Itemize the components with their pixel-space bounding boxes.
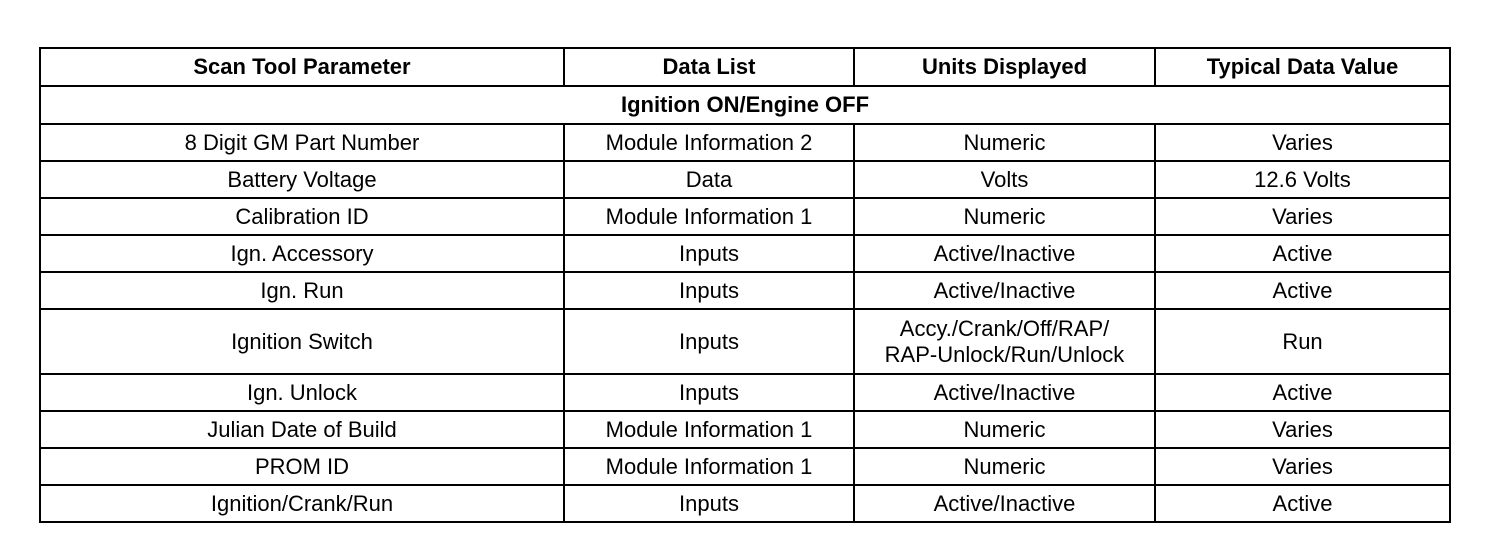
section-row: [40, 86, 1450, 124]
table-row: [40, 161, 1450, 198]
cell-typical-value: Varies: [1155, 124, 1450, 161]
cell-typical-value: Active: [1155, 272, 1450, 309]
table-row: [40, 411, 1450, 448]
cell-units: [854, 272, 1155, 309]
cell-units-line: Volts: [980, 166, 1029, 192]
cell-typical-value: 12.6 Volts: [1155, 161, 1450, 198]
cell-units-line: Numeric: [963, 203, 1046, 229]
cell-data-list: Module Information 2: [564, 124, 854, 161]
cell-typical-value: Varies: [1155, 448, 1450, 485]
cell-parameter: Ign. Accessory: [40, 235, 564, 272]
table-row: [40, 272, 1450, 309]
table-row: [40, 198, 1450, 235]
cell-units-line: Numeric: [963, 129, 1046, 155]
header-data-list: Data List: [564, 48, 854, 86]
header-row: [40, 48, 1450, 86]
cell-parameter: 8 Digit GM Part Number: [40, 124, 564, 161]
cell-data-list: Data: [564, 161, 854, 198]
cell-data-list: Module Information 1: [564, 198, 854, 235]
cell-typical-value: Active: [1155, 485, 1450, 522]
table-row: [40, 309, 1450, 374]
section-title: Ignition ON/Engine OFF: [40, 86, 1450, 124]
cell-typical-value: Active: [1155, 374, 1450, 411]
cell-parameter: Ign. Run: [40, 272, 564, 309]
cell-data-list: Inputs: [564, 485, 854, 522]
cell-units: [854, 161, 1155, 198]
cell-data-list: Inputs: [564, 374, 854, 411]
cell-data-list: Inputs: [564, 272, 854, 309]
cell-units: [854, 411, 1155, 448]
header-typical-data-value: Typical Data Value: [1155, 48, 1450, 86]
cell-units-line: Numeric: [963, 453, 1046, 479]
cell-units: [854, 485, 1155, 522]
table-row: [40, 485, 1450, 522]
cell-units-line: Active/Inactive: [933, 379, 1076, 405]
table-row: [40, 235, 1450, 272]
cell-units-line: RAP-Unlock/Run/Unlock: [884, 341, 1125, 367]
cell-parameter: Ignition/Crank/Run: [40, 485, 564, 522]
cell-data-list: Module Information 1: [564, 411, 854, 448]
cell-data-list: Inputs: [564, 235, 854, 272]
cell-units: [854, 198, 1155, 235]
cell-parameter: Battery Voltage: [40, 161, 564, 198]
cell-data-list: Module Information 1: [564, 448, 854, 485]
cell-data-list: Inputs: [564, 309, 854, 374]
cell-units: [854, 309, 1155, 374]
table-row: [40, 448, 1450, 485]
cell-units-line: Accy./Crank/Off/RAP/: [899, 315, 1110, 341]
cell-typical-value: Varies: [1155, 198, 1450, 235]
cell-units-line: Active/Inactive: [933, 240, 1076, 266]
scan-tool-data-table: [39, 47, 1451, 523]
cell-parameter: Calibration ID: [40, 198, 564, 235]
table-row: [40, 374, 1450, 411]
cell-units-line: Active/Inactive: [933, 277, 1076, 303]
table-row: [40, 124, 1450, 161]
cell-parameter: Ignition Switch: [40, 309, 564, 374]
cell-units: [854, 124, 1155, 161]
cell-units: [854, 235, 1155, 272]
header-units-displayed: Units Displayed: [854, 48, 1155, 86]
cell-typical-value: Run: [1155, 309, 1450, 374]
cell-units-line: Numeric: [963, 416, 1046, 442]
cell-units: [854, 374, 1155, 411]
cell-units-line: Active/Inactive: [933, 490, 1076, 516]
header-scan-tool-parameter: Scan Tool Parameter: [40, 48, 564, 86]
cell-units: [854, 448, 1155, 485]
cell-parameter: Julian Date of Build: [40, 411, 564, 448]
cell-parameter: PROM ID: [40, 448, 564, 485]
cell-typical-value: Active: [1155, 235, 1450, 272]
cell-parameter: Ign. Unlock: [40, 374, 564, 411]
cell-typical-value: Varies: [1155, 411, 1450, 448]
